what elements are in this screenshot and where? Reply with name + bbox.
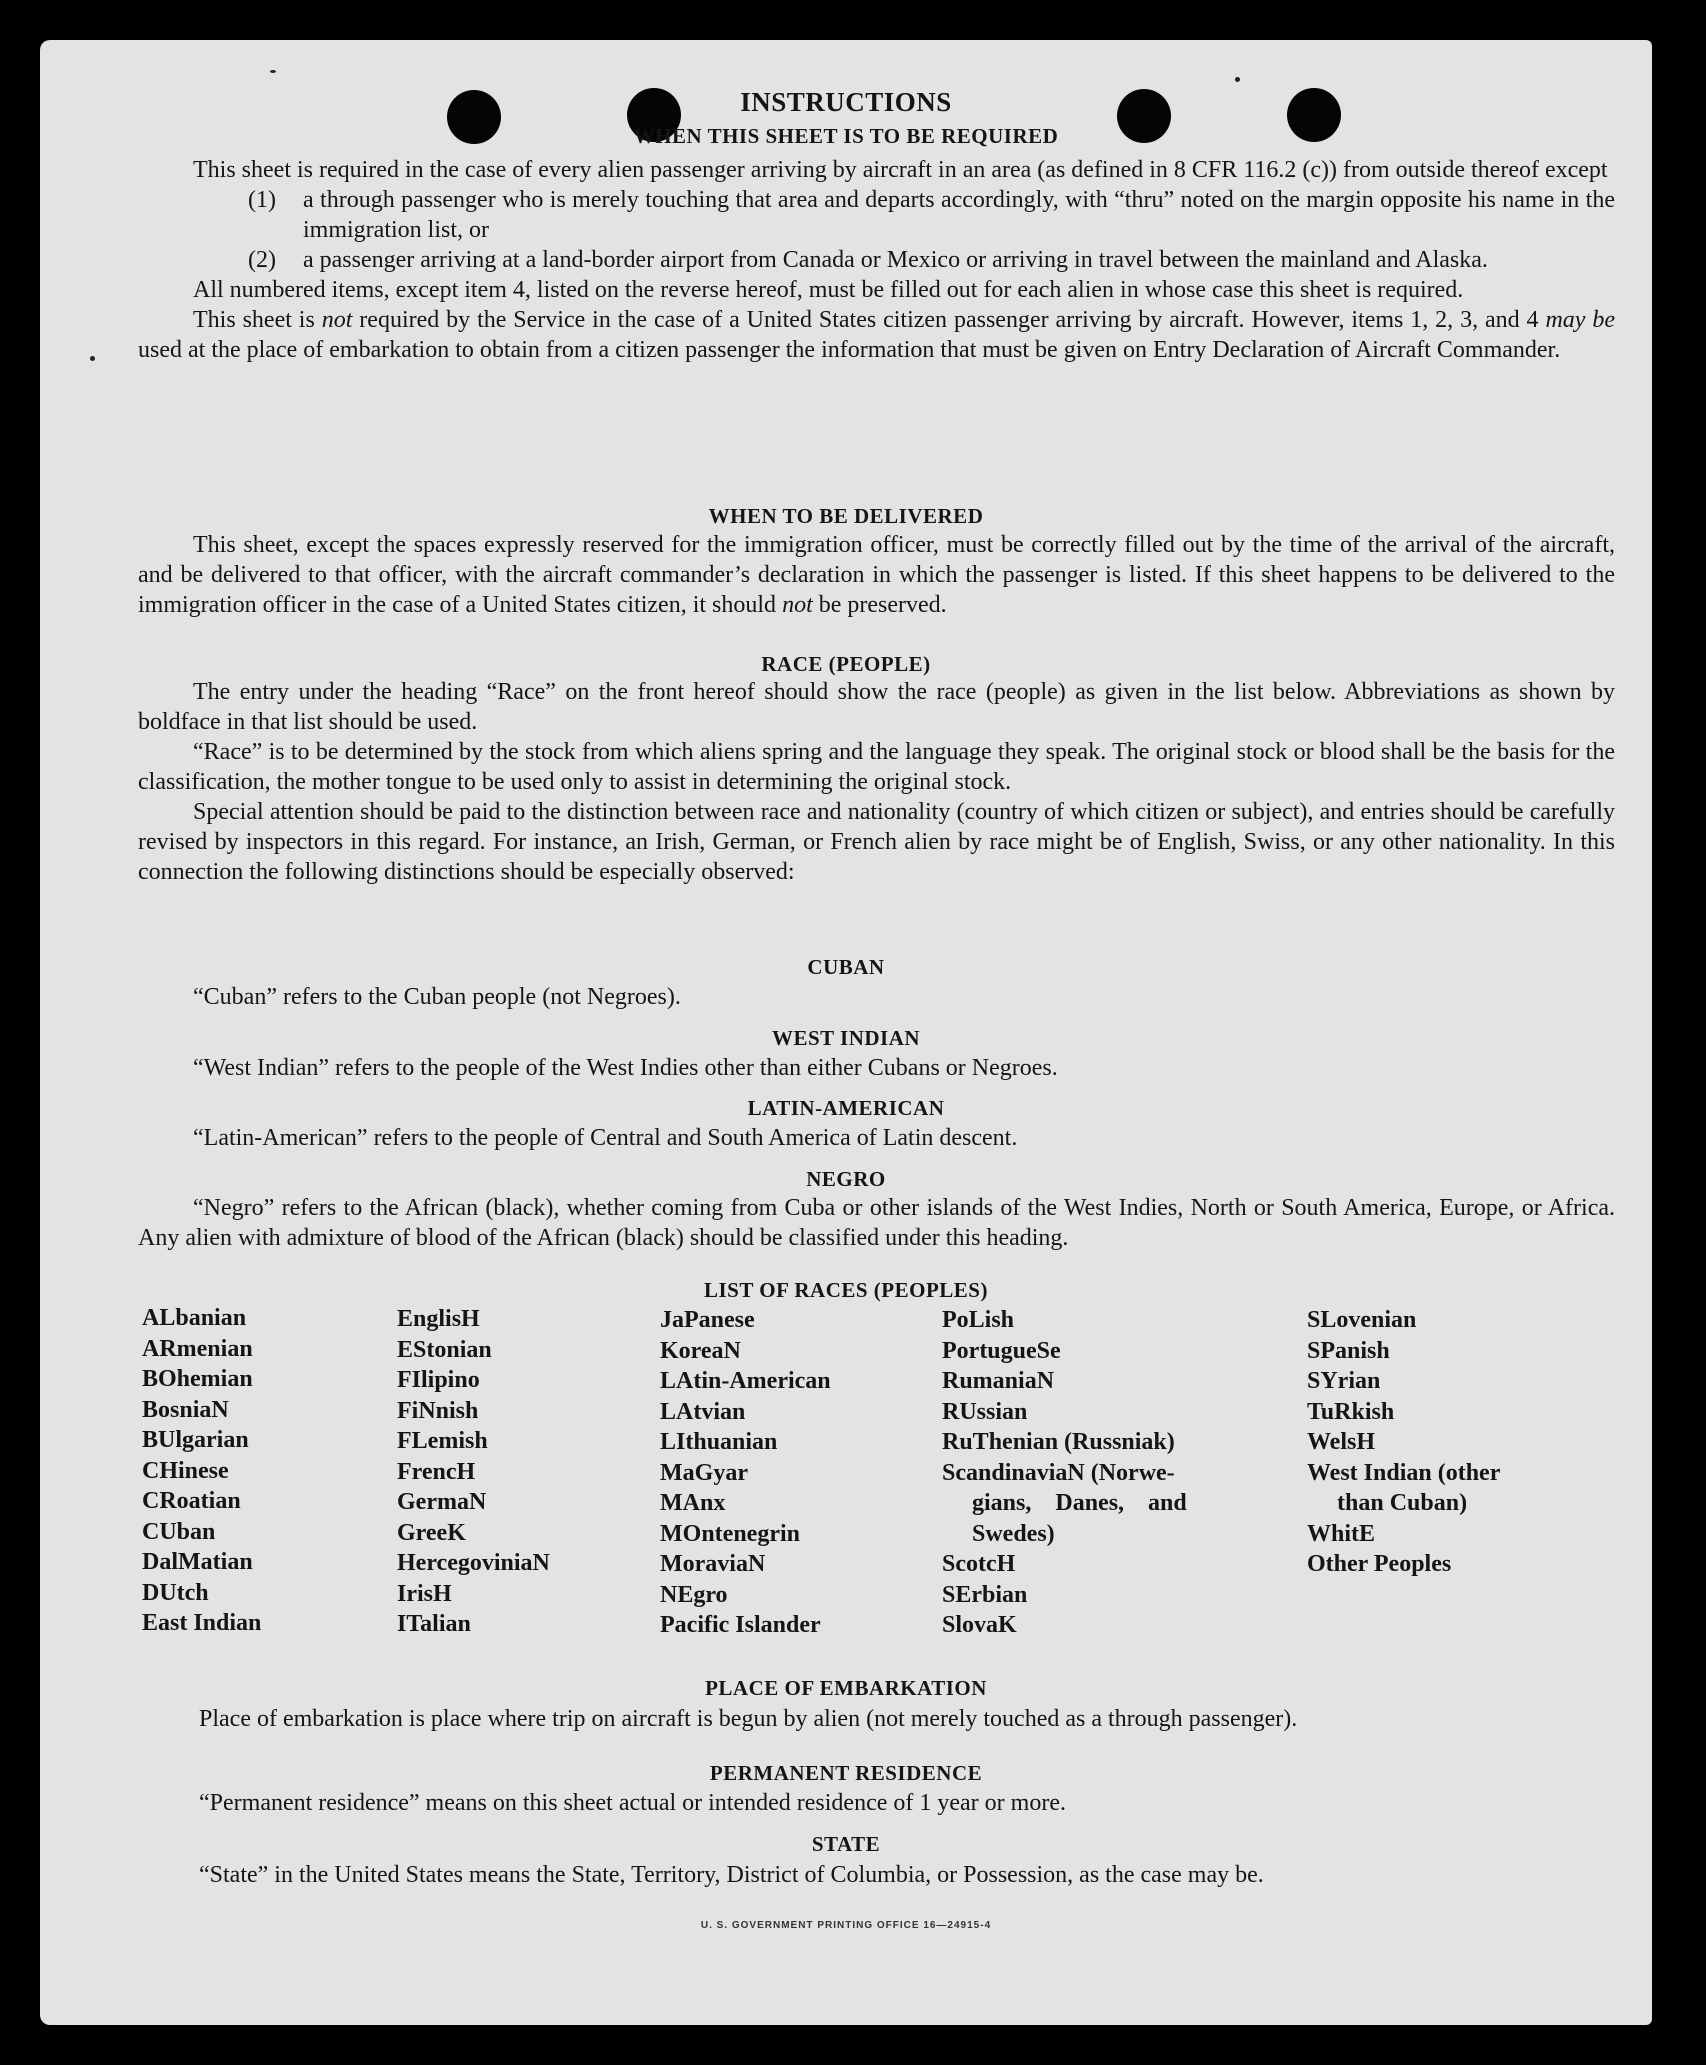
- document-sheet: [40, 40, 1652, 2025]
- race-entry: Other Peoples: [1307, 1551, 1452, 1577]
- race-entry: ScandinaviaN (Norwe-: [942, 1459, 1175, 1486]
- speck-mark: [1235, 77, 1240, 82]
- speck-mark: [270, 70, 276, 73]
- race-entry: MaGyar: [660, 1459, 748, 1486]
- race-entry: FIlipino: [397, 1367, 480, 1393]
- race-entry: SErbian: [942, 1581, 1028, 1608]
- race-entry: RumaniaN: [942, 1368, 1055, 1394]
- races-column-2: [397, 1304, 550, 1640]
- emphasis-not: not: [782, 592, 813, 618]
- race-entry: Swedes): [972, 1520, 1055, 1547]
- citizen-paragraph: [138, 305, 1615, 365]
- section-race: [138, 677, 1615, 887]
- race-entry: BUlgarian: [142, 1427, 249, 1453]
- list-number: (1): [248, 187, 276, 213]
- races-column-1: [142, 1303, 261, 1639]
- race-entry: RUssian: [942, 1398, 1028, 1425]
- race-entry: Pacific Islander: [660, 1612, 821, 1638]
- race-entry: MOntenegrin: [660, 1520, 800, 1547]
- race-entry: MAnx: [660, 1490, 726, 1516]
- race-entry: KoreaN: [660, 1337, 741, 1364]
- race-entry: PortugueSe: [942, 1337, 1061, 1364]
- list-item: [248, 185, 1615, 245]
- text-span: required by the Service in the case of a United States citizen passenger arriving by aircraft. However, items 1, 2, 3, and 4: [359, 307, 1539, 333]
- race-entry: than Cuban): [1337, 1490, 1468, 1516]
- heading-embarkation: PLACE OF EMBARKATION: [705, 1676, 987, 1700]
- section-heading-race: RACE (PEOPLE): [761, 652, 931, 676]
- residence-paragraph: “Permanent residence” means on this sheet actual or intended residence of 1 year or more.: [199, 1790, 1066, 1816]
- race-entry: East Indian: [142, 1610, 262, 1636]
- races-list-heading: LIST OF RACES (PEOPLES): [704, 1278, 988, 1302]
- race-entry: ARmenian: [142, 1335, 253, 1362]
- list-item: [248, 245, 1615, 275]
- list-number: (2): [248, 247, 276, 273]
- races-column-5: [1307, 1305, 1500, 1580]
- race-entry: MoraviaN: [660, 1551, 766, 1577]
- text-span: This sheet is: [193, 307, 315, 333]
- race-entry: CRoatian: [142, 1488, 241, 1514]
- race-entry: EStonian: [397, 1336, 492, 1363]
- race-entry: DUtch: [142, 1579, 209, 1606]
- race-entry: FiNnish: [397, 1397, 479, 1424]
- numbered-items-paragraph: All numbered items, except item 4, listed on the reverse hereof, must be filled out for each alien in whose case this sheet is required.: [193, 277, 1464, 303]
- race-entry: DalMatian: [142, 1549, 253, 1575]
- race-paragraph-2: “Race” is to be determined by the stock from which aliens spring and the language they speak. The original stock or blood shall be the basis for the classification, the mother tongue to be used only to assist in determining the original stock.: [138, 739, 1615, 795]
- emphasis-not: not: [321, 307, 353, 333]
- page-title: INSTRUCTIONS: [740, 87, 952, 117]
- race-entry: LAtin-American: [660, 1368, 831, 1394]
- race-entry: CUban: [142, 1518, 216, 1545]
- race-entry: SPanish: [1307, 1337, 1390, 1364]
- races-column-3: [660, 1305, 831, 1641]
- state-paragraph: “State” in the United States means the State, Territory, District of Columbia, or Possession, as the case may be.: [199, 1862, 1264, 1888]
- text-span: used at the place of embarkation to obtain from a citizen passenger the information that must be given on Entry Declaration of Aircraft Commander.: [138, 337, 1561, 363]
- race-entry: SlovaK: [942, 1612, 1017, 1638]
- definition-cuban: “Cuban” refers to the Cuban people (not Negroes).: [193, 984, 681, 1010]
- section-required: [138, 155, 1615, 365]
- race-entry: JaPanese: [660, 1307, 755, 1333]
- definition-negro: “Negro” refers to the African (black), whether coming from Cuba or other islands of the West Indies, North or South America, Europe, or Africa. Any alien with admixture of blood of the African (black) should be classified under this heading.: [138, 1195, 1615, 1251]
- race-entry: GermaN: [397, 1489, 487, 1515]
- race-entry: LAtvian: [660, 1398, 746, 1425]
- race-entry: ScotcH: [942, 1551, 1016, 1577]
- emphasis-may-be: may be: [1545, 307, 1615, 333]
- race-entry: gians, Danes, and: [972, 1490, 1187, 1516]
- section-heading-required: WHEN THIS SHEET IS TO BE REQUIRED: [633, 124, 1059, 148]
- definition-west-indian: “West Indian” refers to the people of the West Indies other than either Cubans or Negroes.: [193, 1055, 1058, 1081]
- race-entry: FrencH: [397, 1458, 476, 1485]
- race-entry: FLemish: [397, 1428, 488, 1454]
- race-entry: LIthuanian: [660, 1429, 778, 1455]
- heading-negro: NEGRO: [806, 1167, 886, 1191]
- race-entry: GreeK: [397, 1519, 466, 1546]
- race-paragraph-1: The entry under the heading “Race” on the front hereof should show the race (people) as given in the list below. Abbreviations as shown by boldface in that list should be used.: [138, 679, 1615, 735]
- race-entry: West Indian (other: [1307, 1459, 1501, 1486]
- section-heading-delivered: WHEN TO BE DELIVERED: [708, 504, 984, 528]
- race-entry: ALbanian: [142, 1305, 247, 1331]
- list-text: a through passenger who is merely touching that area and departs accordingly, with “thru” noted on the margin opposite his name in the immigration list, or: [303, 187, 1615, 243]
- list-text: a passenger arriving at a land-border airport from Canada or Mexico or arriving in travel between the mainland and Alaska.: [303, 247, 1488, 273]
- heading-state: STATE: [811, 1832, 881, 1856]
- speck-mark: [90, 356, 95, 361]
- intro-paragraph: This sheet is required in the case of every alien passenger arriving by aircraft in an area (as defined in 8 CFR 116.2 (c)) from outside thereof except: [193, 157, 1608, 183]
- race-entry: TuRkish: [1307, 1398, 1395, 1425]
- race-entry: WelsH: [1307, 1429, 1376, 1455]
- heading-cuban: CUBAN: [807, 955, 885, 979]
- race-entry: WhitE: [1307, 1520, 1376, 1547]
- embarkation-paragraph: Place of embarkation is place where trip on aircraft is begun by alien (not merely touched as a through passenger).: [199, 1706, 1298, 1732]
- race-entry: CHinese: [142, 1457, 229, 1484]
- race-entry: IrisH: [397, 1580, 452, 1607]
- race-entry: NEgro: [660, 1581, 728, 1608]
- text-span: be preserved.: [818, 592, 947, 618]
- races-column-4: [942, 1305, 1232, 1641]
- heading-west-indian: WEST INDIAN: [771, 1026, 921, 1050]
- race-entry: SYrian: [1307, 1368, 1381, 1394]
- delivered-paragraph: [138, 530, 1615, 620]
- race-paragraph-3: Special attention should be paid to the distinction between race and nationality (country of which citizen or subject), and entries should be carefully revised by inspectors in this regard. For instance, an Irish, German, or French alien by race might be of English, Swiss, or any other nationality. In this connection the following distinctions should be especially observed:: [138, 799, 1615, 885]
- race-entry: BosniaN: [142, 1396, 229, 1423]
- printer-imprint: U. S. GOVERNMENT PRINTING OFFICE 16—24915-4: [700, 1920, 992, 1931]
- exceptions-list: [138, 185, 1615, 275]
- text-span: This sheet, except the spaces expressly reserved for the immigration officer, must be correctly filled out by the time of the arrival of the aircraft, and be delivered to that officer, with the aircraft commander’s declaration in which the passenger is listed. If this sheet happens to be delivered to the immigration officer in the case of a United States citizen, it should: [138, 532, 1615, 618]
- race-entry: HercegoviniaN: [397, 1550, 550, 1576]
- race-entry: SLovenian: [1307, 1307, 1417, 1333]
- race-entry: ITalian: [397, 1611, 471, 1637]
- race-entry: EnglisH: [397, 1306, 480, 1332]
- race-entry: PoLish: [942, 1307, 1015, 1333]
- race-entry: BOhemian: [142, 1366, 253, 1392]
- race-entry: RuThenian (Russniak): [942, 1429, 1175, 1455]
- heading-latin-american: LATIN-AMERICAN: [747, 1096, 945, 1120]
- heading-residence: PERMANENT RESIDENCE: [709, 1761, 983, 1785]
- definition-latin-american: “Latin-American” refers to the people of Central and South America of Latin descent.: [193, 1125, 1018, 1151]
